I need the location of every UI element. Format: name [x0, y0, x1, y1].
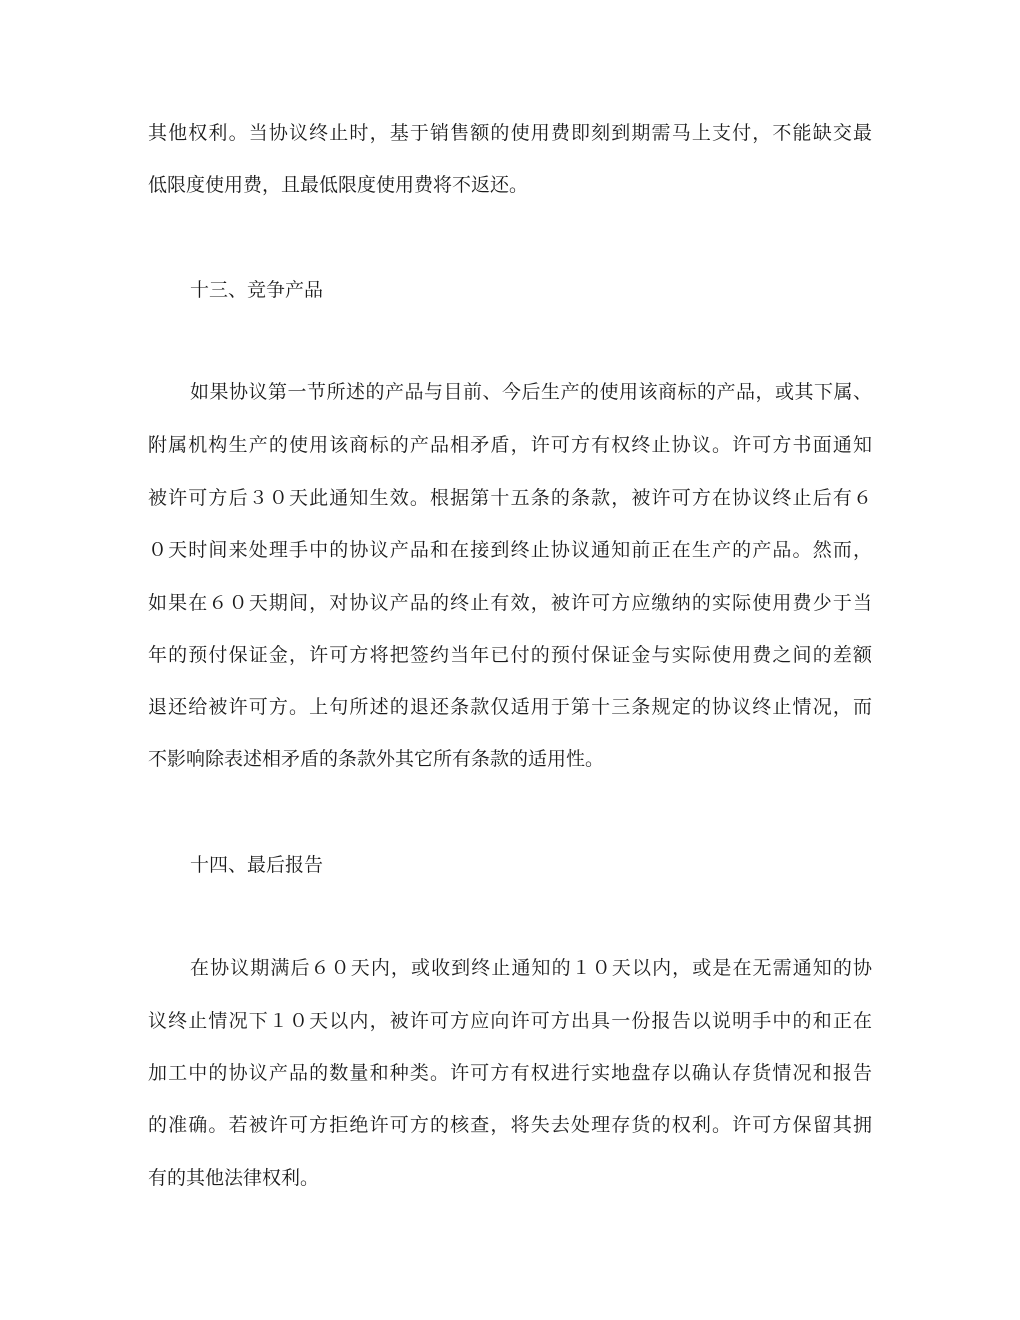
paragraph-line: 附属机构生产的使用该商标的产品相矛盾，许可方有权终止协议。许可方书面通知 — [148, 434, 872, 456]
paragraph-line: 如果协议第一节所述的产品与目前、今后生产的使用该商标的产品，或其下属、 — [190, 381, 872, 403]
paragraph-line: 不影响除表述相矛盾的条款外其它所有条款的适用性。 — [148, 748, 605, 770]
paragraph-line: 在协议期满后６０天内，或收到终止通知的１０天以内，或是在无需通知的协 — [190, 957, 872, 979]
paragraph-line: 如果在６０天期间，对协议产品的终止有效，被许可方应缴纳的实际使用费少于当 — [148, 592, 872, 614]
paragraph-line: 年的预付保证金，许可方将把签约当年已付的预付保证金与实际使用费之间的差额 — [148, 644, 872, 666]
paragraph-line: 低限度使用费，且最低限度使用费将不返还。 — [148, 174, 529, 196]
paragraph-line: ０天时间来处理手中的协议产品和在接到终止协议通知前正在生产的产品。然而， — [148, 539, 872, 561]
paragraph-line: 的准确。若被许可方拒绝许可方的核查，将失去处理存货的权利。许可方保留其拥 — [148, 1114, 872, 1136]
paragraph-line: 有的其他法律权利。 — [148, 1167, 320, 1189]
paragraph-line: 其他权利。当协议终止时，基于销售额的使用费即刻到期需马上支付，不能缺交最 — [148, 122, 872, 144]
paragraph-line: 议终止情况下１０天以内，被许可方应向许可方出具一份报告以说明手中的和正在 — [148, 1010, 872, 1032]
section-heading: 十三、竞争产品 — [190, 279, 324, 301]
section-heading: 十四、最后报告 — [190, 854, 324, 876]
paragraph-line: 加工中的协议产品的数量和种类。许可方有权进行实地盘存以确认存货情况和报告 — [148, 1062, 872, 1084]
paragraph-line: 退还给被许可方。上句所述的退还条款仅适用于第十三条规定的协议终止情况，而 — [148, 696, 872, 718]
paragraph-line: 被许可方后３０天此通知生效。根据第十五条的条款，被许可方在协议终止后有６ — [148, 487, 872, 509]
